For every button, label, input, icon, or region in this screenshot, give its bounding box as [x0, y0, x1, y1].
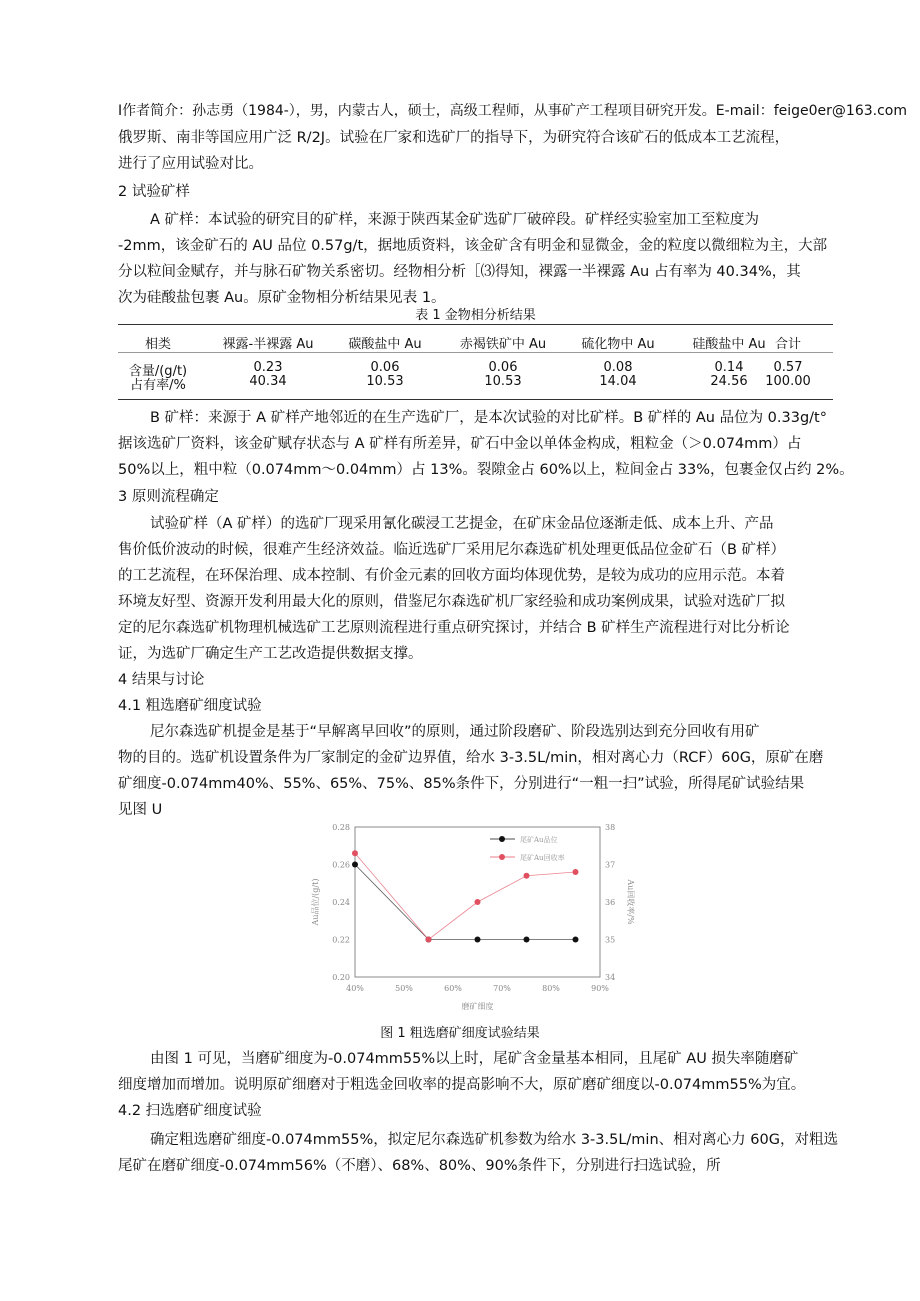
paragraph-line: 俄罗斯、南非等国应用广泛 R/2J。试验在厂家和选矿厂的指导下，为研究符合该矿石的低成本工艺流程， [118, 130, 790, 146]
table-cell: 10.53 [366, 374, 404, 389]
x-tick-label: 40% [346, 984, 364, 993]
paragraph-line: 确定粗选磨矿细度-0.074mm55%，拟定尼尔森选矿机参数为给水 3-3.5L/min、相对离心力 60G，对粗选 [150, 1132, 838, 1148]
paragraph-line: 50%以上，粗中粒（0.074mm～0.04mm）占 13%。裂隙金占 60%以上，粒间金占 33%，包裹金仅占约 2%。 [118, 462, 854, 478]
table-header: 碳酸盐中 Au [348, 337, 422, 352]
table-cell: 24.56 [710, 374, 748, 389]
y2-tick-label: 35 [605, 935, 616, 945]
table-cell: 0.23 [253, 360, 283, 375]
paragraph-line: 据该选矿厂资料，该金矿赋存状态与 A 矿样有所差异，矿石中金以单体金构成，粗粒金（＞0.074mm）占 [118, 436, 802, 452]
paragraph-line: 见图 U [118, 802, 163, 818]
y-tick-label: 0.20 [332, 973, 350, 982]
phase-analysis-table [118, 304, 833, 394]
paragraph-line: 细度增加而增加。说明原矿细磨对于粗选金回收率的提高影响不大，原矿磨矿细度以-0.074mm55%为宜。 [118, 1077, 806, 1093]
table-cell: 0.57 [773, 360, 803, 375]
y-axis-label: Au品位/(g/t) [311, 878, 320, 926]
table-cell: 0.06 [370, 360, 400, 375]
y-tick-label: 0.22 [332, 935, 350, 945]
paragraph-line: 次为硅酸盐包裹 Au。原矿金物相分析结果见表 1。 [118, 290, 446, 306]
paragraph-line: 进行了应用试验对比。 [118, 156, 263, 172]
paragraph-line: 由图 1 可见，当磨矿细度为-0.074mm55%以上时，尾矿含金量基本相同，且尾矿 AU 损失率随磨矿 [150, 1051, 799, 1067]
y2-tick-label: 36 [605, 898, 616, 907]
data-point [524, 873, 530, 879]
table-header: 赤褐铁矿中 Au [459, 337, 547, 352]
table-cell: 14.04 [599, 374, 637, 389]
figure-caption: 图 1 粗选磨矿细度试验结果 [380, 1026, 540, 1041]
table-header: 合计 [774, 337, 801, 352]
fineness-chart [300, 812, 635, 1022]
paragraph-line: 矿细度-0.074mm40%、55%、65%、75%、85%条件下，分别进行“一粗一扫”试验，所得尾矿试验结果 [118, 776, 805, 792]
paragraph-line: 试验矿样（A 矿样）的选矿厂现采用氰化碳浸工艺提金，在矿床金品位逐渐走低、成本上升、产品 [150, 516, 774, 532]
paragraph-line: A 矿样：本试验的研究目的矿样，来源于陕西某金矿选矿厂破碎段。矿样经实验室加工至粒度为 [150, 212, 760, 228]
data-point [524, 937, 530, 943]
row-label: 含量/(g/t) [128, 364, 188, 379]
x-tick-label: 70% [493, 984, 511, 993]
x-axis-label: 磨矿细度 [461, 1002, 494, 1011]
y-tick-label: 0.26 [332, 860, 350, 870]
paragraph-line: 定的尼尔森选矿机物理机械选矿工艺原则流程进行重点研究探讨，并结合 B 矿样生产流程进行对比分析论 [118, 620, 790, 636]
author-note: I作者简介：孙志勇（1984-），男，内蒙古人，硕士，高级工程师，从事矿产工程项目研究开发。E-mail：feige0er@163.com [118, 103, 907, 119]
paragraph-line: 环境友好型、资源开发利用最大化的原则，借鉴尼尔森选矿机厂家经验和成功案例成果，试验对选矿厂拟 [118, 594, 785, 610]
paragraph-line: 的工艺流程，在环保治理、成本控制、有价金元素的回收方面均体现优势，是较为成功的应用示范。本着 [118, 568, 785, 584]
section-heading: 3 原则流程确定 [118, 489, 219, 505]
table-header: 硅酸盐中 Au [692, 337, 766, 352]
series-line [355, 853, 576, 939]
y2-tick-label: 34 [605, 973, 616, 982]
data-point [352, 862, 358, 868]
table-cell: 0.08 [603, 360, 633, 375]
paragraph-line: -2mm，该金矿石的 AU 品位 0.57g/t，据地质资料，该金矿含有明金和显微金，金的粒度以微细粒为主，大部 [118, 238, 828, 254]
data-point [573, 937, 579, 943]
legend-marker [499, 836, 505, 842]
table-header: 硫化物中 Au [581, 337, 655, 352]
paragraph-line: 尼尔森选矿机提金是基于“早解离早回收”的原则，通过阶段磨矿、阶段选别达到充分回收有用矿 [150, 724, 760, 740]
data-point [426, 937, 432, 943]
row-label: 占有率/% [130, 378, 186, 393]
paragraph-line: 售价低价波动的时候，很难产生经济效益。临近选矿厂采用尼尔森选矿机处理更低品位金矿石（B 矿样） [118, 542, 786, 558]
paragraph-line: 分以粒间金赋存，并与脉石矿物关系密切。经物相分析［⑶得知，裸露一半裸露 Au 占有率为 40.34%，其 [118, 264, 801, 280]
x-tick-label: 50% [395, 984, 413, 993]
subsection-heading: 4.2 扫选磨矿细度试验 [118, 1103, 262, 1119]
table-cell: 0.14 [714, 360, 744, 375]
y2-tick-label: 37 [605, 860, 616, 870]
data-point [352, 850, 358, 856]
y-tick-label: 0.24 [332, 898, 350, 907]
paragraph-line: 证，为选矿厂确定生产工艺改造提供数据支撑。 [118, 646, 423, 662]
series-line [355, 865, 576, 940]
legend-label: 尾矿Au回收率 [520, 854, 565, 862]
data-point [475, 899, 481, 905]
data-point [573, 869, 579, 875]
data-point [475, 937, 481, 943]
x-tick-label: 80% [542, 984, 560, 993]
y2-tick-label: 38 [605, 823, 616, 832]
section-heading: 4 结果与讨论 [118, 672, 205, 688]
table-cell: 100.00 [765, 374, 811, 389]
legend-marker [499, 854, 505, 860]
table-header: 裸露-半裸露 Au [222, 337, 314, 352]
paragraph-line: B 矿样：来源于 A 矿样产地邻近的在生产选矿厂，是本次试验的对比矿样。B 矿样的 Au 品位为 0.33g/t° [150, 410, 827, 426]
table-cell: 40.34 [249, 374, 287, 389]
table-cell: 0.06 [488, 360, 518, 375]
table-cell: 10.53 [484, 374, 522, 389]
y-tick-label: 0.28 [332, 823, 350, 832]
legend-label: 尾矿Au品位 [520, 836, 558, 844]
table-caption: 表 1 金物相分析结果 [415, 308, 536, 323]
y2-axis-label: Au回收率/% [626, 879, 635, 925]
table-header: 相类 [144, 337, 171, 352]
x-tick-label: 90% [591, 984, 609, 993]
paragraph-line: 尾矿在磨矿细度-0.074mm56%（不磨）、68%、80%、90%条件下，分别进行扫选试验，所 [118, 1158, 721, 1174]
paragraph-line: 物的目的。选矿机设置条件为厂家制定的金矿边界值，给水 3-3.5L/min，相对离心力（RCF）60G，原矿在磨 [118, 750, 824, 766]
section-heading: 2 试验矿样 [118, 184, 190, 200]
x-tick-label: 60% [444, 984, 462, 993]
subsection-heading: 4.1 粗选磨矿细度试验 [118, 698, 262, 714]
